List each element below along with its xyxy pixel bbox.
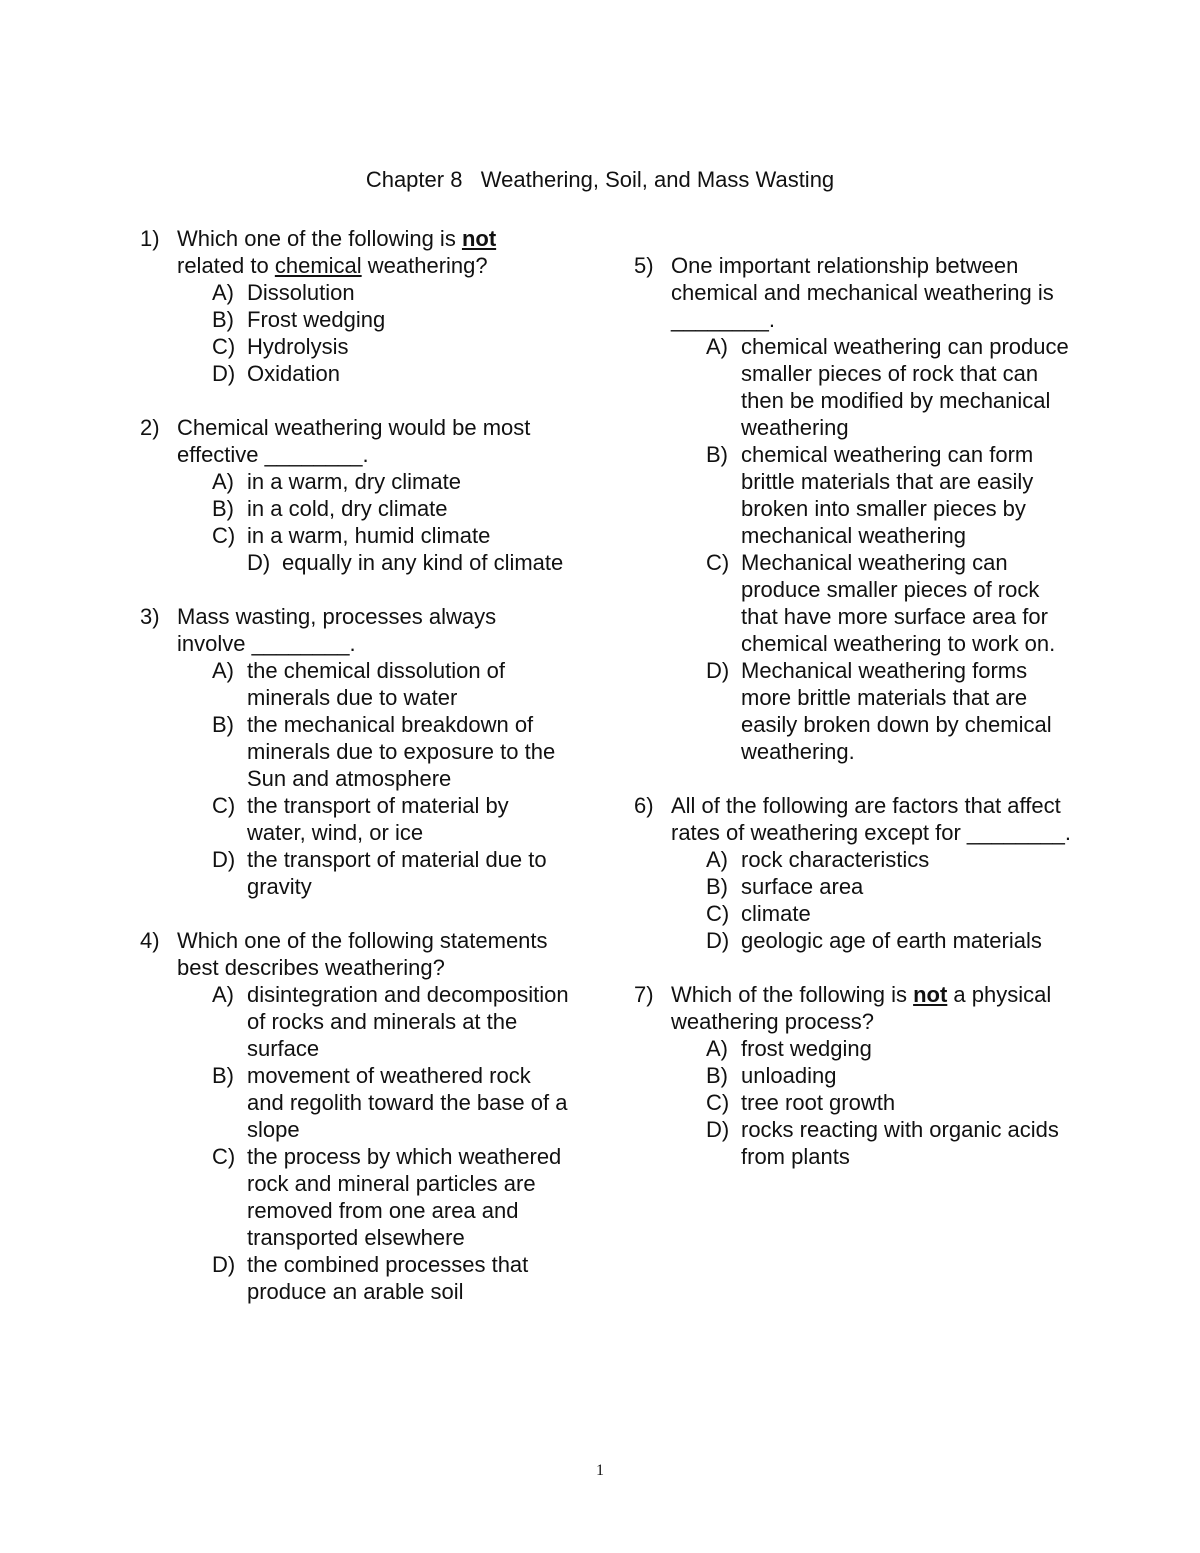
emphasis-not: not [913,982,948,1007]
option-c[interactable]: C) the process by which weathered rock and mineral particles are removed from one area and transported elsewhere [212,1144,562,1250]
option-c[interactable]: C) climate [706,901,811,926]
question-2 [140,414,570,576]
page-title: Chapter 8 Weathering, Soil, and Mass Wasting [365,167,835,192]
question-number: 5) [634,253,654,278]
option-list [177,279,570,387]
page-number: 1 [596,1462,604,1479]
question-stem: Mass wasting, processes always involve ________. [177,604,497,656]
option-b[interactable]: B) the mechanical breakdown of minerals due to exposure to the Sun and atmosphere [212,712,556,791]
option-b[interactable]: B) chemical weathering can form brittle materials that are easily broken into smaller pieces by mechanical weathering [706,442,1034,548]
option-b[interactable]: B) surface area [706,874,864,899]
question-stem: Which one of the following is not related to chemical weathering? [177,226,497,278]
option-c[interactable]: C) Hydrolysis [212,334,349,359]
option-a[interactable]: A) disintegration and decomposition of rocks and minerals at the surface [212,982,569,1061]
left-column [140,225,570,1332]
option-b[interactable]: B) Frost wedging [212,307,386,332]
option-list [177,468,570,576]
option-b[interactable]: B) movement of weathered rock and regolith toward the base of a slope [212,1063,568,1142]
question-number: 6) [634,793,654,818]
option-d[interactable]: D) the combined processes that produce an arable soil [212,1252,529,1304]
option-a[interactable]: A) Dissolution [212,280,355,305]
question-number: 3) [140,604,160,629]
question-number: 2) [140,415,160,440]
option-d[interactable]: D) rocks reacting with organic acids from plants [706,1117,1059,1169]
question-number: 7) [634,982,654,1007]
option-c[interactable]: C) the transport of material by water, wind, or ice [212,793,509,845]
option-c[interactable]: C) in a warm, humid climate [212,523,491,548]
option-list [177,981,570,1305]
emphasis-chemical: chemical [274,253,362,278]
question-stem: Which of the following is not a physical weathering process? [671,982,1052,1034]
option-list [671,846,1074,954]
option-b[interactable]: B) in a cold, dry climate [212,496,448,521]
question-6 [634,792,1074,954]
question-stem: All of the following are factors that affect rates of weathering except for ________. [671,793,1071,845]
option-c[interactable]: C) tree root growth [706,1090,896,1115]
option-a[interactable]: A) frost wedging [706,1036,872,1061]
question-5 [634,252,1074,765]
question-number: 1) [140,226,160,251]
question-number: 4) [140,928,160,953]
option-d[interactable]: D) Mechanical weathering forms more brittle materials that are easily broken down by chemical weathering. [706,658,1052,764]
question-1 [140,225,570,387]
question-4 [140,927,570,1305]
option-a[interactable]: A) chemical weathering can produce smaller pieces of rock that can then be modified by mechanical weathering [706,334,1069,440]
option-list [671,333,1074,765]
option-a[interactable]: A) rock characteristics [706,847,930,872]
option-list [671,1035,1074,1170]
emphasis-not: not [461,226,497,251]
question-7 [634,981,1074,1170]
question-stem: One important relationship between chemical and mechanical weathering is ________. [671,253,1054,332]
option-list [177,657,570,900]
question-stem: Chemical weathering would be most effective ________. [177,415,531,467]
option-d[interactable]: D) geologic age of earth materials [706,928,1042,953]
option-d[interactable]: D) Oxidation [212,361,340,386]
question-stem: Which one of the following statements best describes weathering? [177,928,548,980]
option-a[interactable]: A) in a warm, dry climate [212,469,461,494]
option-a[interactable]: A) the chemical dissolution of minerals due to water [212,658,506,710]
option-b[interactable]: B) unloading [706,1063,837,1088]
question-3 [140,603,570,900]
option-d[interactable]: D) equally in any kind of climate [247,550,564,575]
right-column [634,252,1074,1197]
option-d[interactable]: D) the transport of material due to gravity [212,847,547,899]
option-c[interactable]: C) Mechanical weathering can produce smaller pieces of rock that have more surface area for chemical weathering to work on. [706,550,1056,656]
